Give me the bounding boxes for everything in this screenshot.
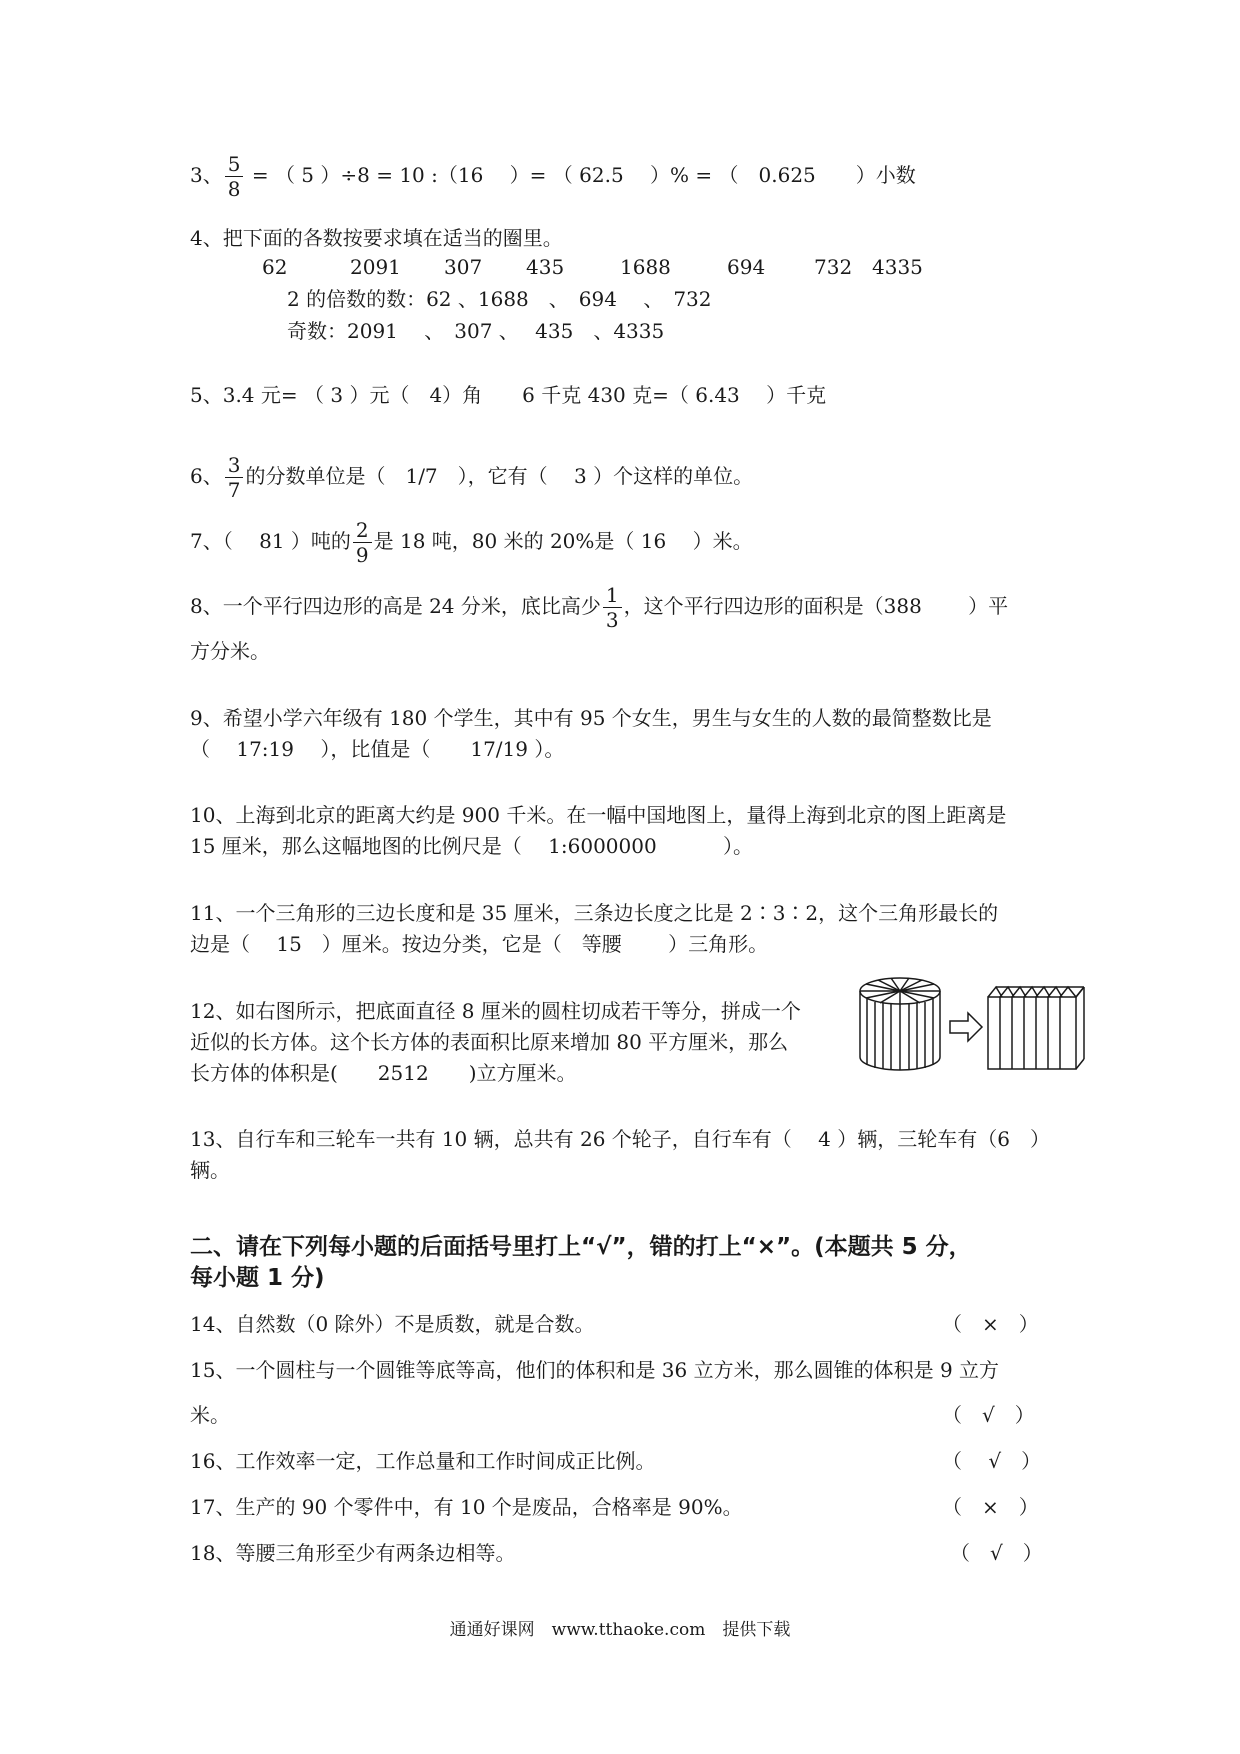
judge-item-16: 16、工作效率一定，工作总量和工作时间成正比例。 [190, 1449, 656, 1473]
judge-answer-18: （ √ ） [950, 1541, 1043, 1565]
question-13-line2: 辆。 [190, 1158, 230, 1182]
judge-item-15: 15、一个圆柱与一个圆锥等底等高，他们的体积和是 36 立方米，那么圆锥的体积是 9 立方 [190, 1358, 1000, 1382]
q8-numerator: 1 [603, 583, 622, 608]
question-3 [190, 152, 916, 201]
cuboid-icon [988, 987, 1084, 1069]
question-4-title: 4、把下面的各数按要求填在适当的圈里。 [190, 226, 563, 250]
q8-fraction [603, 583, 622, 632]
question-9-line1: 9、希望小学六年级有 180 个学生，其中有 95 个女生，男生与女生的人数的最简整数比是 [190, 706, 992, 730]
q6-text: 的分数单位是（ 1/7 ），它有（ 3 ）个这样的单位。 [245, 464, 754, 488]
question-10-line2: 15 厘米，那么这幅地图的比例尺是（ 1:6000000 ）。 [190, 834, 754, 858]
q6-fraction [225, 453, 244, 502]
judge-item-18: 18、等腰三角形至少有两条边相等。 [190, 1541, 516, 1565]
question-12-line1: 12、如右图所示，把底面直径 8 厘米的圆柱切成若干等分，拼成一个 [190, 999, 801, 1023]
question-12-line2: 近似的长方体。这个长方体的表面积比原来增加 80 平方厘米，那么 [190, 1030, 789, 1054]
q8-post: ，这个平行四边形的面积是（388 ）平 [623, 594, 1009, 618]
section-2-heading-line2: 每小题 1 分) [190, 1265, 325, 1291]
q4-number: 2091 [350, 255, 401, 279]
judge-answer-16: （ √ ） [942, 1449, 1042, 1473]
q7-post: 是 18 吨，80 米的 20%是（ 16 ）米。 [373, 529, 753, 553]
q3-number: 3、 [190, 163, 223, 187]
q4-number-list [262, 252, 923, 282]
q7-pre: 7、（ 81 ）吨的 [190, 529, 351, 553]
q6-denominator: 7 [227, 478, 241, 502]
judge-answer-15: （ √ ） [942, 1403, 1035, 1427]
arrow-right-icon [950, 1013, 982, 1041]
judge-item-17: 17、生产的 90 个零件中，有 10 个是废品，合格率是 90%。 [190, 1495, 743, 1519]
question-6 [190, 453, 753, 502]
footer-text: 通通好课网 www.tthaoke.com 提供下载 [449, 1620, 791, 1640]
q3-denominator: 8 [227, 177, 241, 201]
cylinder-icon [860, 978, 940, 1070]
question-10-line1: 10、上海到北京的距离大约是 900 千米。在一幅中国地图上，量得上海到北京的图上距离是 [190, 803, 1007, 827]
q6-numerator: 3 [225, 453, 244, 478]
q4-number: 694 [727, 255, 766, 279]
q7-numerator: 2 [353, 518, 372, 543]
section-2-heading-line1: 二、请在下列每小题的后面括号里打上“√”，错的打上“×”。(本题共 5 分， [190, 1234, 972, 1260]
judge-item-14: 14、自然数（0 除外）不是质数，就是合数。 [190, 1312, 595, 1336]
q3-text: = （ 5 ）÷8 = 10 :（16 ）= （ 62.5 ）% = （ 0.625 ）小数 [245, 163, 916, 187]
q4-number: 307 [444, 255, 483, 279]
q6-number: 6、 [190, 464, 223, 488]
q7-denominator: 9 [355, 543, 369, 567]
question-11-line1: 11、一个三角形的三边长度和是 35 厘米，三条边长度之比是 2∶3∶2，这个三角形最长的 [190, 901, 999, 925]
q8-denominator: 3 [605, 608, 619, 632]
q4-number: 435 [526, 255, 565, 279]
q3-fraction [225, 152, 244, 201]
question-11-line2: 边是（ 15 ）厘米。按边分类，它是（ 等腰 ）三角形。 [190, 932, 769, 956]
q4-odd-row: 奇数：2091 、 307 、 435 、4335 [287, 319, 665, 343]
q4-number: 732 [814, 255, 853, 279]
cylinder-to-cuboid-illustration [858, 975, 1088, 1075]
judge-answer-17: （ × ） [942, 1495, 1039, 1519]
question-13-line1: 13、自行车和三轮车一共有 10 辆，总共有 26 个轮子，自行车有（ 4 ）辆，三轮车有（6 ） [190, 1127, 1050, 1151]
q4-number: 62 [262, 255, 288, 279]
question-12-line3: 长方体的体积是( 2512 )立方厘米。 [190, 1061, 577, 1085]
question-5: 5、3.4 元= （ 3 ）元（ 4）角 6 千克 430 克=（ 6.43 ）千克 [190, 383, 827, 407]
question-7 [190, 518, 753, 567]
question-8 [190, 583, 1008, 632]
q4-number: 4335 [872, 255, 923, 279]
q8-pre: 8、一个平行四边形的高是 24 分米，底比高少 [190, 594, 601, 618]
q8-line2: 方分米。 [190, 639, 270, 663]
q3-numerator: 5 [225, 152, 244, 177]
question-9-line2: （ 17:19 ），比值是（ 17/19 ）。 [190, 737, 565, 761]
judge-answer-14: （ × ） [942, 1312, 1039, 1336]
q4-even-row: 2 的倍数的数：62 、1688 、 694 、 732 [287, 287, 712, 311]
q4-number: 1688 [620, 255, 671, 279]
judge-item-15-line2: 米。 [190, 1403, 230, 1427]
q7-fraction [353, 518, 372, 567]
